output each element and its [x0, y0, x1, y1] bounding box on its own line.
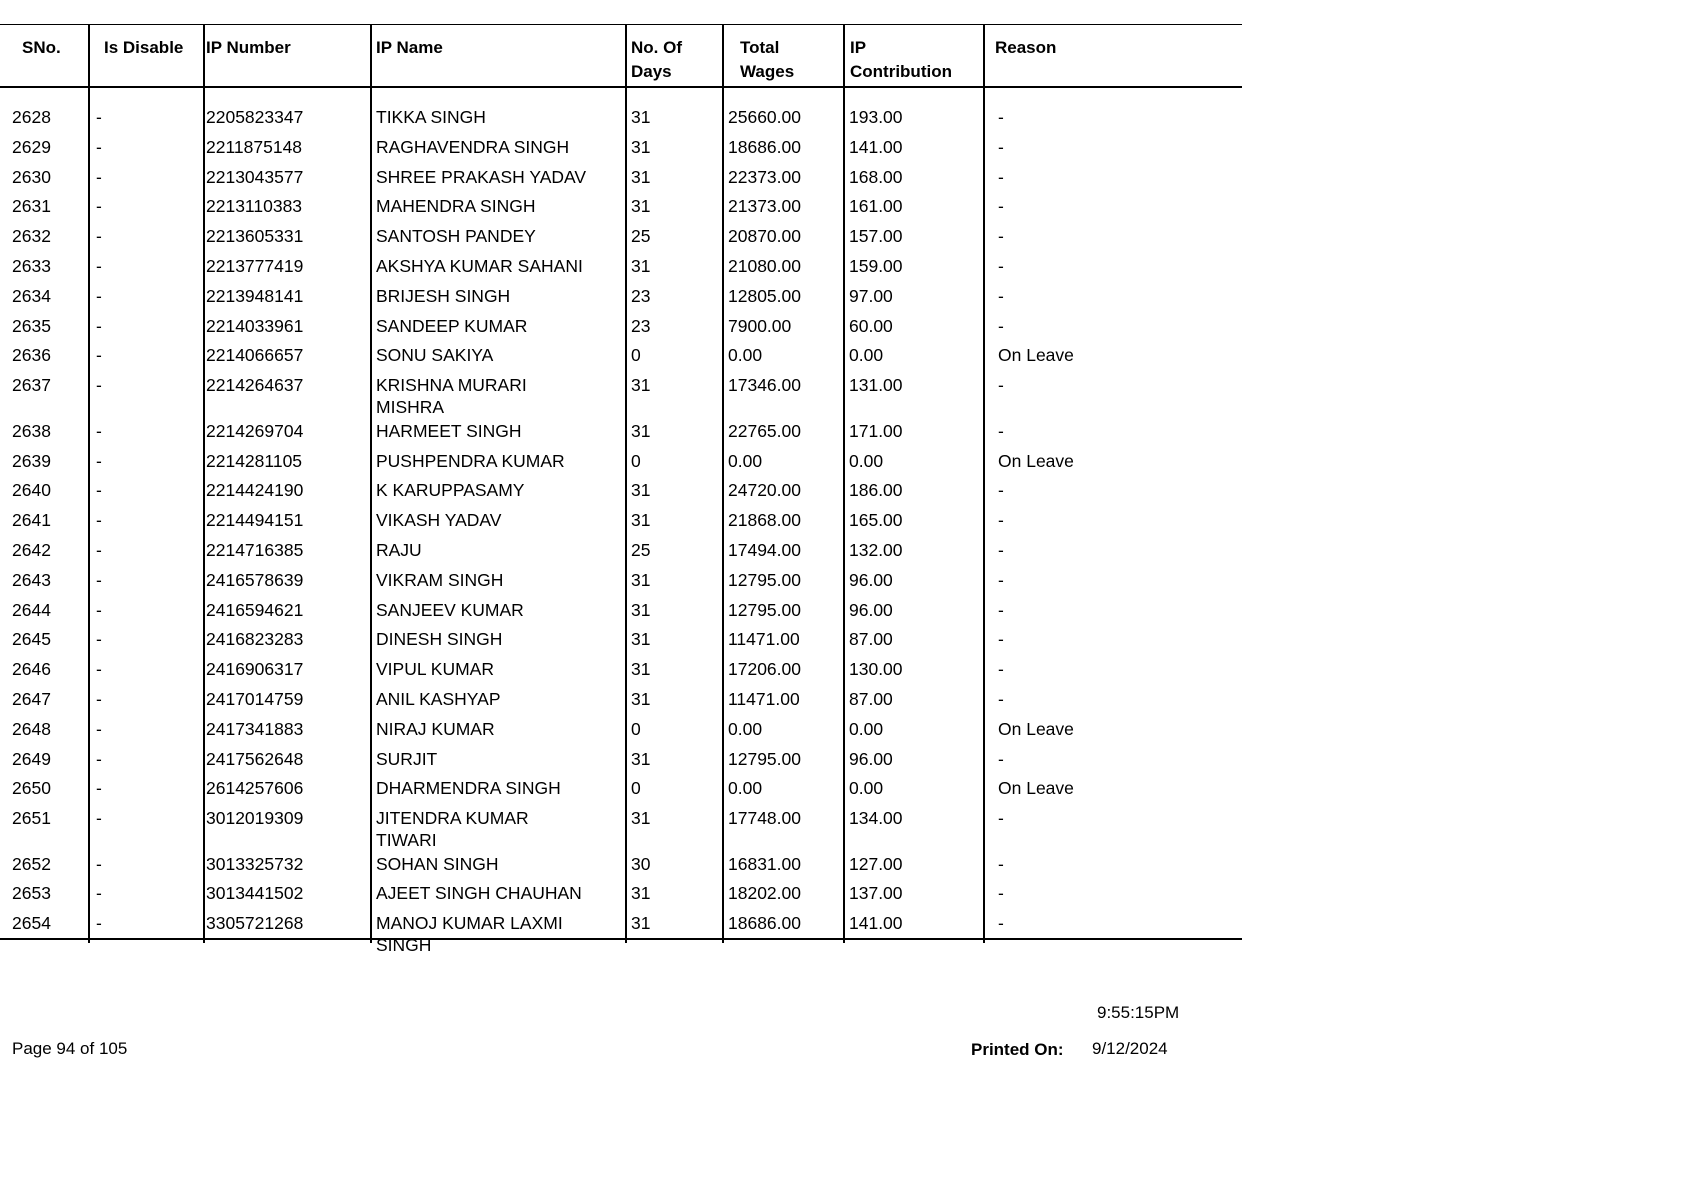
cell-days: 0 — [631, 778, 641, 799]
cell-total-wages: 21373.00 — [728, 196, 801, 217]
cell-ip-number: 2214033961 — [206, 315, 304, 336]
header-contrib-line1: IP — [850, 38, 867, 57]
cell-days: 31 — [631, 107, 651, 127]
header-wages-line2: Wages — [740, 62, 795, 81]
cell-ip-contribution: 171.00 — [849, 420, 903, 441]
table-row — [0, 569, 1242, 595]
cell-ip-number: 2417562648 — [206, 748, 304, 769]
cell-ip-number: 2416578639 — [206, 569, 304, 590]
cell-reason: - — [998, 420, 1004, 441]
cell-days: 25 — [631, 226, 651, 247]
cell-ip-name: SONU SAKIYA — [376, 345, 494, 366]
table-row — [0, 479, 1242, 505]
cell-reason: - — [998, 913, 1004, 934]
cell-ip-name: DHARMENDRA SINGH — [376, 778, 561, 799]
cell-sno: 2653 — [12, 883, 51, 904]
cell-sno: 2648 — [12, 718, 51, 739]
cell-ip-name: MANOJ KUMAR LAXMI — [376, 913, 563, 934]
cell-is-disable: - — [96, 256, 102, 276]
cell-ip-name: SANJEEV KUMAR — [376, 599, 524, 620]
cell-total-wages: 0.00 — [728, 450, 763, 471]
cell-ip-name-continued: MISHRA — [376, 397, 445, 418]
cell-ip-name: ANIL KASHYAP — [376, 688, 501, 709]
cell-sno: 2630 — [12, 166, 51, 187]
cell-reason: - — [998, 659, 1004, 680]
cell-total-wages: 18686.00 — [728, 913, 801, 934]
cell-is-disable: - — [96, 539, 102, 560]
cell-total-wages: 11471.00 — [728, 688, 800, 709]
cell-reason: - — [998, 285, 1004, 306]
cell-is-disable: - — [96, 853, 102, 874]
cell-sno: 2641 — [12, 510, 51, 531]
cell-ip-contribution: 141.00 — [849, 913, 903, 934]
table-row — [0, 539, 1242, 565]
cell-is-disable: - — [96, 375, 102, 396]
cell-reason: - — [998, 315, 1004, 336]
cell-total-wages: 22765.00 — [728, 420, 801, 441]
cell-days: 31 — [631, 136, 651, 157]
cell-days: 0 — [631, 345, 641, 366]
cell-is-disable: - — [96, 778, 102, 799]
cell-total-wages: 12795.00 — [728, 569, 801, 590]
cell-ip-contribution: 130.00 — [849, 659, 903, 680]
cell-is-disable: - — [96, 480, 102, 501]
table-top-border — [0, 24, 1242, 25]
table-row — [0, 748, 1242, 774]
cell-ip-contribution: 131.00 — [849, 375, 903, 396]
header-bottom-border — [0, 86, 1242, 88]
table-row — [0, 777, 1242, 803]
cell-ip-name: DINESH SINGH — [376, 629, 503, 650]
table-row — [0, 688, 1242, 714]
cell-total-wages: 17748.00 — [728, 808, 801, 829]
cell-days: 31 — [631, 480, 651, 501]
cell-days: 0 — [631, 718, 641, 739]
cell-ip-contribution: 96.00 — [849, 569, 893, 590]
cell-ip-name: NIRAJ KUMAR — [376, 718, 495, 739]
cell-total-wages: 18686.00 — [728, 136, 801, 157]
header-sno: SNo. — [22, 38, 61, 57]
cell-ip-name: SOHAN SINGH — [376, 853, 499, 874]
cell-reason: - — [998, 688, 1004, 709]
cell-reason: - — [998, 107, 1004, 127]
cell-reason: On Leave — [998, 450, 1074, 471]
cell-ip-name: VIPUL KUMAR — [376, 659, 494, 680]
cell-days: 25 — [631, 539, 651, 560]
cell-days: 31 — [631, 420, 651, 441]
cell-reason: - — [998, 196, 1004, 217]
cell-total-wages: 17346.00 — [728, 375, 801, 396]
cell-ip-contribution: 60.00 — [849, 315, 893, 336]
cell-sno: 2638 — [12, 420, 51, 441]
table-row — [0, 285, 1242, 311]
table-row — [0, 599, 1242, 625]
cell-reason: - — [998, 539, 1004, 560]
cell-is-disable: - — [96, 226, 102, 247]
cell-reason: - — [998, 853, 1004, 874]
cell-sno: 2631 — [12, 196, 51, 217]
cell-days: 31 — [631, 883, 651, 904]
cell-ip-contribution: 87.00 — [849, 629, 893, 650]
table-row — [0, 658, 1242, 684]
cell-total-wages: 20870.00 — [728, 226, 801, 247]
cell-is-disable: - — [96, 688, 102, 709]
cell-is-disable: - — [96, 510, 102, 531]
cell-is-disable: - — [96, 166, 102, 187]
header-no-of-days — [631, 36, 682, 84]
cell-reason: - — [998, 375, 1004, 396]
table-row — [0, 166, 1242, 192]
cell-ip-name: RAJU — [376, 539, 422, 560]
table-row — [0, 807, 1242, 851]
cell-ip-contribution: 96.00 — [849, 748, 893, 769]
cell-ip-name: HARMEET SINGH — [376, 420, 522, 441]
cell-total-wages: 18202.00 — [728, 883, 801, 904]
cell-ip-number: 2214281105 — [206, 450, 303, 471]
cell-ip-number: 2416823283 — [206, 629, 304, 650]
cell-ip-name: TIKKA SINGH — [376, 107, 486, 127]
cell-is-disable: - — [96, 883, 102, 904]
cell-ip-contribution: 0.00 — [849, 345, 884, 366]
cell-total-wages: 21080.00 — [728, 256, 801, 276]
cell-reason: - — [998, 166, 1004, 187]
cell-total-wages: 21868.00 — [728, 510, 801, 531]
cell-total-wages: 25660.00 — [728, 107, 801, 127]
cell-ip-number: 2205823347 — [206, 107, 304, 127]
cell-is-disable: - — [96, 659, 102, 680]
cell-is-disable: - — [96, 315, 102, 336]
cell-ip-name: SANTOSH PANDEY — [376, 226, 536, 247]
print-time: 9:55:15PM — [1097, 1003, 1180, 1022]
cell-is-disable: - — [96, 599, 102, 620]
cell-days: 31 — [631, 688, 651, 709]
table-bottom-border — [0, 938, 1242, 940]
cell-is-disable: - — [96, 136, 102, 157]
cell-ip-contribution: 161.00 — [849, 196, 903, 217]
header-ip-name: IP Name — [376, 38, 443, 57]
cell-days: 31 — [631, 599, 651, 620]
cell-is-disable: - — [96, 718, 102, 739]
table-row — [0, 195, 1242, 221]
cell-ip-number: 3012019309 — [206, 808, 304, 829]
cell-days: 31 — [631, 913, 651, 934]
cell-days: 31 — [631, 375, 651, 396]
cell-ip-contribution: 97.00 — [849, 285, 893, 306]
table-row — [0, 374, 1242, 418]
cell-is-disable: - — [96, 285, 102, 306]
cell-ip-name: JITENDRA KUMAR — [376, 808, 529, 829]
header-wages-line1: Total — [740, 38, 780, 57]
cell-ip-number: 3305721268 — [206, 913, 304, 934]
cell-ip-name: PUSHPENDRA KUMAR — [376, 450, 565, 471]
cell-reason: - — [998, 480, 1004, 501]
cell-sno: 2647 — [12, 688, 51, 709]
cell-is-disable: - — [96, 808, 102, 829]
cell-days: 31 — [631, 569, 651, 590]
cell-total-wages: 12795.00 — [728, 599, 801, 620]
cell-is-disable: - — [96, 345, 102, 366]
cell-ip-contribution: 0.00 — [849, 450, 884, 471]
cell-ip-contribution: 186.00 — [849, 480, 903, 501]
cell-reason: - — [998, 599, 1004, 620]
cell-reason: - — [998, 510, 1004, 531]
cell-reason: - — [998, 748, 1004, 769]
cell-is-disable: - — [96, 913, 102, 934]
table-row — [0, 106, 1242, 132]
cell-ip-number: 3013441502 — [206, 883, 304, 904]
cell-reason: - — [998, 808, 1004, 829]
cell-is-disable: - — [96, 629, 102, 650]
cell-ip-number: 2213605331 — [206, 226, 304, 247]
header-contrib-line2: Contribution — [850, 62, 952, 81]
cell-sno: 2645 — [12, 629, 51, 650]
cell-is-disable: - — [96, 569, 102, 590]
table-row — [0, 420, 1242, 446]
cell-ip-name: RAGHAVENDRA SINGH — [376, 136, 570, 157]
cell-total-wages: 0.00 — [728, 345, 763, 366]
cell-total-wages: 12795.00 — [728, 748, 801, 769]
cell-ip-number: 2214494151 — [206, 510, 304, 531]
table-row — [0, 315, 1242, 341]
cell-ip-number: 2417341883 — [206, 718, 304, 739]
cell-reason: - — [998, 883, 1004, 904]
table-row — [0, 718, 1242, 744]
cell-ip-number: 2416594621 — [206, 599, 304, 620]
cell-ip-contribution: 193.00 — [849, 107, 903, 127]
header-total-wages — [740, 36, 794, 84]
cell-ip-number: 2213948141 — [206, 285, 304, 306]
cell-ip-number: 2214716385 — [206, 539, 304, 560]
cell-ip-name: BRIJESH SINGH — [376, 285, 511, 306]
header-reason: Reason — [995, 38, 1057, 57]
cell-sno: 2651 — [12, 808, 51, 829]
cell-ip-number: 2213043577 — [206, 166, 304, 187]
cell-sno: 2650 — [12, 778, 51, 799]
cell-reason: - — [998, 256, 1004, 276]
cell-total-wages: 0.00 — [728, 778, 763, 799]
cell-ip-contribution: 134.00 — [849, 808, 903, 829]
cell-ip-number: 2214424190 — [206, 480, 304, 501]
cell-total-wages: 22373.00 — [728, 166, 801, 187]
cell-sno: 2649 — [12, 748, 51, 769]
header-is-disable: Is Disable — [104, 38, 184, 57]
cell-ip-contribution: 165.00 — [849, 510, 903, 531]
cell-is-disable: - — [96, 748, 102, 769]
cell-total-wages: 17494.00 — [728, 539, 801, 560]
cell-sno: 2628 — [12, 107, 51, 127]
cell-days: 31 — [631, 808, 651, 829]
cell-reason: On Leave — [998, 718, 1074, 739]
cell-ip-name: SHREE PRAKASH YADAV — [376, 166, 587, 187]
cell-days: 31 — [631, 196, 651, 217]
cell-ip-number: 2214264637 — [206, 375, 304, 396]
page-number: Page 94 of 105 — [12, 1039, 128, 1058]
table-row — [0, 853, 1242, 879]
cell-reason: On Leave — [998, 778, 1074, 799]
table-row — [0, 344, 1242, 370]
cell-total-wages: 7900.00 — [728, 315, 792, 336]
cell-sno: 2644 — [12, 599, 51, 620]
table-row — [0, 255, 1242, 281]
cell-ip-contribution: 168.00 — [849, 166, 903, 187]
cell-ip-number: 2214269704 — [206, 420, 304, 441]
cell-days: 31 — [631, 510, 651, 531]
table-row — [0, 912, 1242, 956]
cell-days: 31 — [631, 256, 651, 276]
cell-sno: 2640 — [12, 480, 51, 501]
header-days-line2: Days — [631, 62, 672, 81]
cell-ip-number: 2211875148 — [206, 136, 303, 157]
cell-sno: 2635 — [12, 315, 51, 336]
cell-ip-name: SANDEEP KUMAR — [376, 315, 528, 336]
header-days-line1: No. Of — [631, 38, 682, 57]
cell-days: 31 — [631, 659, 651, 680]
table-row — [0, 450, 1242, 476]
cell-ip-name: VIKASH YADAV — [376, 510, 502, 531]
header-ip-contribution — [850, 36, 952, 84]
cell-ip-name: K KARUPPASAMY — [376, 480, 525, 501]
cell-ip-number: 3013325732 — [206, 853, 304, 874]
cell-is-disable: - — [96, 196, 102, 217]
cell-sno: 2637 — [12, 375, 51, 396]
cell-ip-contribution: 127.00 — [849, 853, 903, 874]
cell-ip-contribution: 96.00 — [849, 599, 893, 620]
cell-is-disable: - — [96, 420, 102, 441]
cell-ip-name-continued: SINGH — [376, 935, 432, 956]
cell-sno: 2634 — [12, 285, 51, 306]
cell-reason: - — [998, 136, 1004, 157]
cell-sno: 2633 — [12, 256, 51, 276]
cell-days: 31 — [631, 748, 651, 769]
cell-ip-contribution: 159.00 — [849, 256, 903, 276]
cell-reason: - — [998, 226, 1004, 247]
table-row — [0, 882, 1242, 908]
printed-on-label: Printed On: — [971, 1040, 1064, 1059]
cell-ip-number: 2417014759 — [206, 688, 304, 709]
print-date: 9/12/2024 — [1092, 1039, 1168, 1058]
table-row — [0, 225, 1242, 251]
cell-total-wages: 0.00 — [728, 718, 763, 739]
cell-sno: 2632 — [12, 226, 51, 247]
table-row — [0, 509, 1242, 535]
cell-ip-number: 2213777419 — [206, 256, 304, 276]
cell-sno: 2646 — [12, 659, 51, 680]
cell-total-wages: 12805.00 — [728, 285, 801, 306]
cell-ip-name: VIKRAM SINGH — [376, 569, 504, 590]
header-ip-number: IP Number — [206, 38, 291, 57]
cell-ip-contribution: 157.00 — [849, 226, 903, 247]
cell-sno: 2643 — [12, 569, 51, 590]
cell-days: 23 — [631, 285, 651, 306]
cell-ip-number: 2416906317 — [206, 659, 304, 680]
cell-days: 30 — [631, 853, 651, 874]
cell-days: 23 — [631, 315, 651, 336]
cell-ip-contribution: 87.00 — [849, 688, 893, 709]
cell-total-wages: 17206.00 — [728, 659, 801, 680]
cell-ip-name: SURJIT — [376, 748, 438, 769]
cell-is-disable: - — [96, 107, 102, 127]
cell-sno: 2654 — [12, 913, 51, 934]
cell-ip-number: 2214066657 — [206, 345, 304, 366]
cell-ip-name-continued: TIWARI — [376, 830, 437, 851]
cell-days: 31 — [631, 629, 651, 650]
cell-sno: 2642 — [12, 539, 51, 560]
cell-ip-number: 2213110383 — [206, 196, 303, 217]
cell-sno: 2652 — [12, 853, 51, 874]
cell-ip-name: AJEET SINGH CHAUHAN — [376, 883, 582, 904]
cell-reason: - — [998, 569, 1004, 590]
cell-ip-contribution: 137.00 — [849, 883, 903, 904]
cell-ip-contribution: 0.00 — [849, 778, 884, 799]
cell-ip-number: 2614257606 — [206, 778, 304, 799]
cell-reason: On Leave — [998, 345, 1074, 366]
cell-ip-name: MAHENDRA SINGH — [376, 196, 536, 217]
cell-ip-contribution: 0.00 — [849, 718, 884, 739]
cell-ip-contribution: 141.00 — [849, 136, 903, 157]
cell-is-disable: - — [96, 450, 102, 471]
table-row — [0, 136, 1242, 162]
cell-total-wages: 16831.00 — [728, 853, 801, 874]
table-row — [0, 628, 1242, 654]
cell-reason: - — [998, 629, 1004, 650]
cell-sno: 2629 — [12, 136, 51, 157]
cell-total-wages: 24720.00 — [728, 480, 801, 501]
cell-sno: 2639 — [12, 450, 51, 471]
cell-ip-name: KRISHNA MURARI — [376, 375, 527, 396]
cell-ip-contribution: 132.00 — [849, 539, 903, 560]
cell-ip-name: AKSHYA KUMAR SAHANI — [376, 256, 583, 276]
cell-days: 0 — [631, 450, 641, 471]
cell-sno: 2636 — [12, 345, 51, 366]
cell-total-wages: 11471.00 — [728, 629, 800, 650]
cell-days: 31 — [631, 166, 651, 187]
